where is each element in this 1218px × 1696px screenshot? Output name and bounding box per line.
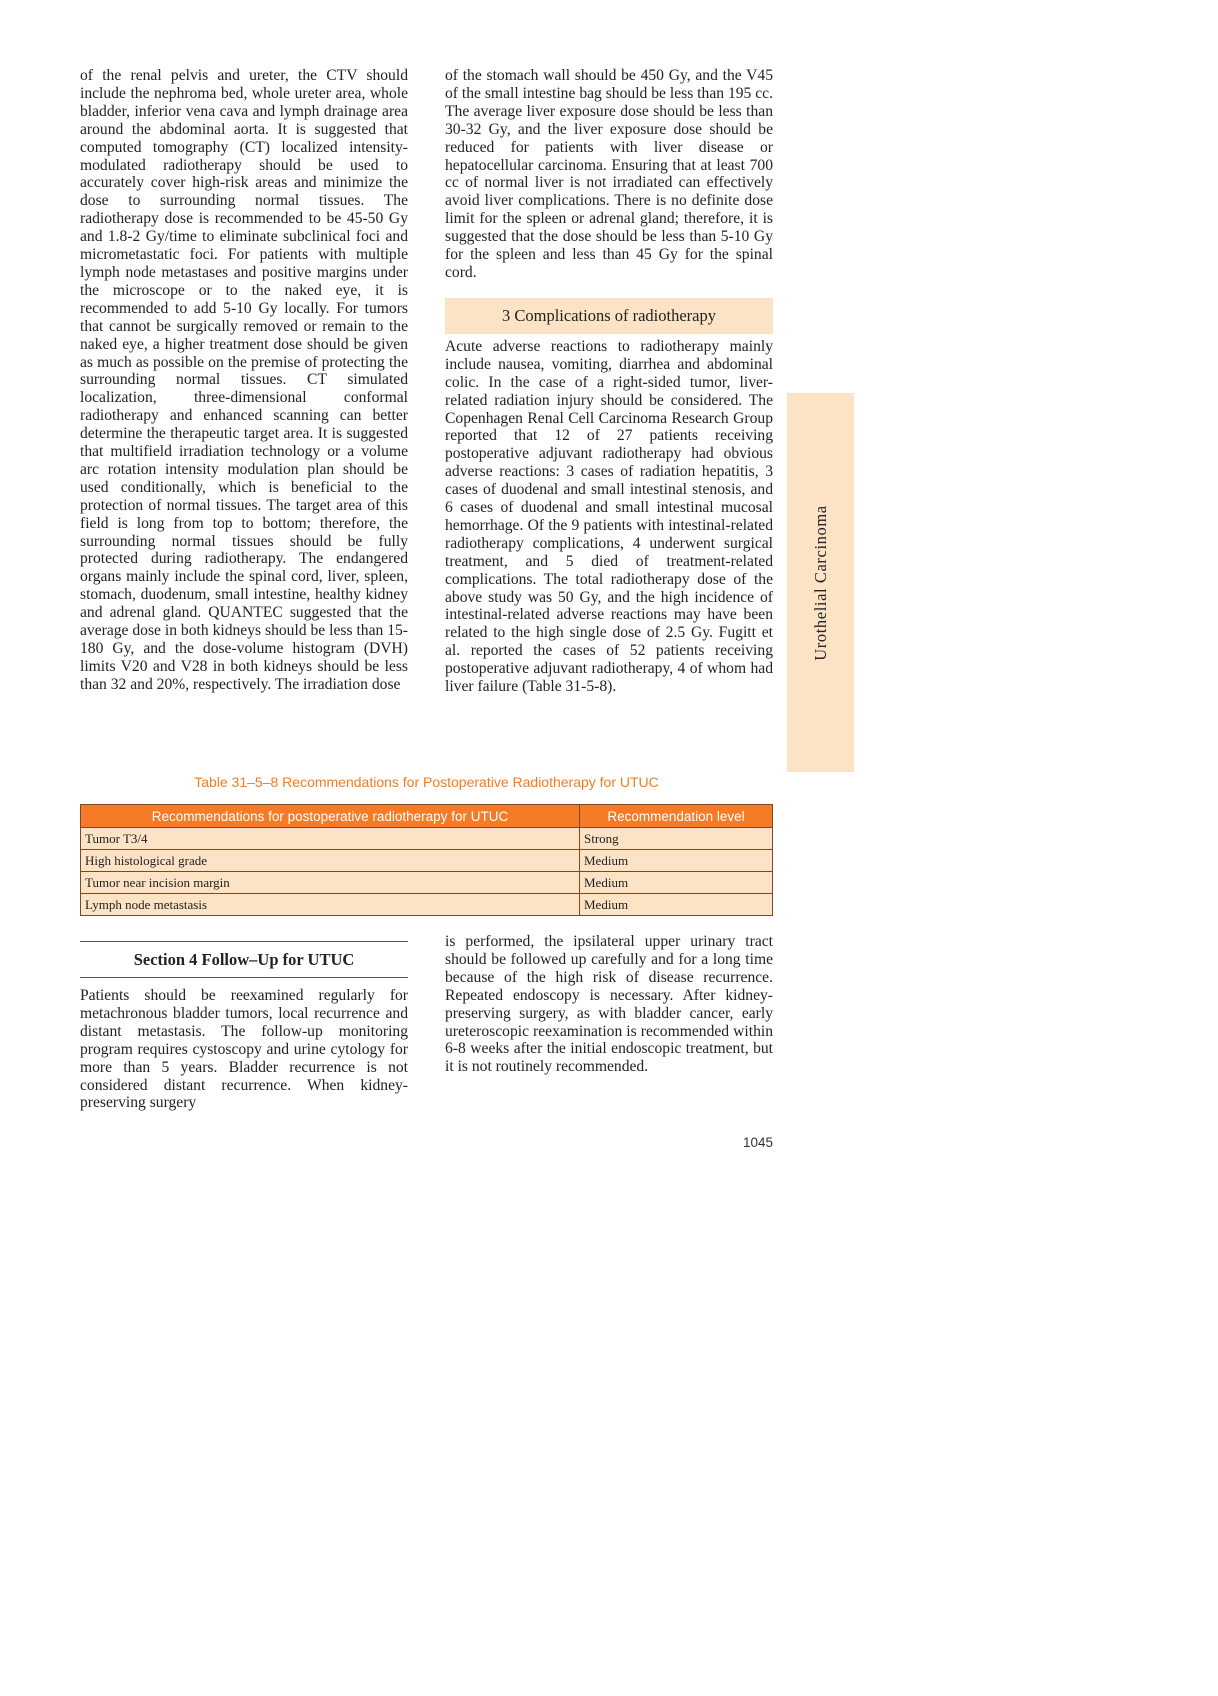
table-cell: Medium bbox=[580, 850, 773, 872]
body-paragraph: Patients should be reexamined regularly for metachronous bladder tumors, local recurrence and distant metastasis. The follow-up monitoring program requires cystoscopy and urine cytology for more than 5 years. Bladder recurrence is not considered distant recurrence. When kidney-preserving surgery bbox=[80, 987, 408, 1112]
section3-heading: 3 Complications of radiotherapy bbox=[445, 298, 773, 334]
table-row bbox=[81, 894, 773, 916]
body-paragraph: of the renal pelvis and ureter, the CTV should include the nephroma bed, whole ureter area, whole bladder, inferior vena cava and lymph drainage area around the abdominal aorta. It is suggested that computed tomography (CT) localized intensity-modulated radiotherapy should be used to accurately cover high-risk areas and minimize the dose to surrounding normal tissues. The radiotherapy dose is recommended to be 45-50 Gy and 1.8-2 Gy/time to eliminate subclinical foci and micrometastatic foci. For patients with multiple lymph node metastases and positive margins under the microscope or to the naked eye, it is recommended to add 5-10 Gy locally. For tumors that cannot be surgically removed or remain to the naked eye, a higher treatment dose should be given as much as possible on the premise of protecting the surrounding normal tissues. CT simulated localization, three-dimensional conformal radiotherapy and enhanced scanning can better determine the therapeutic target area. It is suggested that multifield irradiation technology or a volume arc rotation intensity modulation plan should be used conditionally, which is beneficial to the protection of normal tissues. The target area of this field is long from top to bottom; therefore, the surrounding normal tissues should be fully protected during radiotherapy. The endangered organs mainly include the spinal cord, liver, spleen, stomach, duodenum, small intestine, healthy kidney and adrenal gland. QUANTEC suggested that the average dose in both kidneys should be less than 15-180 Gy, and the dose-volume histogram (DVH) limits V20 and V28 in both kidneys should be less than 32 and 20%, respectively. The irradiation dose bbox=[80, 67, 408, 693]
body-paragraph: is performed, the ipsilateral upper urinary tract should be followed up carefully and for a long time because of the high risk of disease recurrence. Repeated endoscopy is necessary. After kidney-preserving surgery, as with bladder cancer, early ureteroscopic reexamination is recommended within 6-8 weeks after the initial endoscopic treatment, but it is not routinely recommended. bbox=[445, 933, 773, 1076]
chapter-side-tab bbox=[787, 393, 854, 772]
table-cell: Tumor near incision margin bbox=[81, 872, 580, 894]
table-header-cell: Recommendations for postoperative radiotherapy for UTUC bbox=[81, 805, 580, 828]
body-paragraph: of the stomach wall should be 450 Gy, and the V45 of the small intestine bag should be less than 195 cc. The average liver exposure dose should be less than 30-32 Gy, and the liver exposure dose should be reduced for patients with liver disease or hepatocellular carcinoma. Ensuring that at least 700 cc of normal liver is not irradiated can effectively avoid liver complications. There is no definite dose limit for the spleen or adrenal gland; therefore, it is suggested that the dose should be less than 5-10 Gy for the spleen and less than 45 Gy for the spinal cord. bbox=[445, 67, 773, 281]
table-header-cell: Recommendation level bbox=[580, 805, 773, 828]
table-row bbox=[81, 828, 773, 850]
section4-heading: Section 4 Follow–Up for UTUC bbox=[80, 941, 408, 978]
table-cell: High histological grade bbox=[81, 850, 580, 872]
table-cell: Lymph node metastasis bbox=[81, 894, 580, 916]
chapter-side-tab-label: Urothelial Carcinoma bbox=[810, 504, 830, 661]
left-column-bottom bbox=[80, 987, 408, 1112]
table-cell: Strong bbox=[580, 828, 773, 850]
table-header-row bbox=[81, 805, 773, 828]
table-row bbox=[81, 872, 773, 894]
body-paragraph: Acute adverse reactions to radiotherapy mainly include nausea, vomiting, diarrhea and abdominal colic. In the case of a right-sided tumor, liver-related radiation injury should be considered. The Copenhagen Renal Cell Carcinoma Research Group reported that 12 of 27 patients receiving postoperative adjuvant radiotherapy had obvious adverse reactions: 3 cases of radiation hepatitis, 3 cases of duodenal and small intestinal stenosis, and 6 cases of duodenal and small intestinal mucosal hemorrhage. Of the 9 patients with intestinal-related radiotherapy complications, 4 underwent surgical treatment, and 5 died of treatment-related complications. The total radiotherapy dose of the above study was 50 Gy, and the high incidence of intestinal-related adverse reactions may have been related to the high single dose of 2.5 Gy. Fugitt et al. reported the cases of 52 patients receiving postoperative adjuvant radiotherapy, 4 of whom had liver failure (Table 31-5-8). bbox=[445, 337, 773, 696]
left-column-top bbox=[80, 67, 408, 694]
table-cell: Tumor T3/4 bbox=[81, 828, 580, 850]
table-caption: Table 31–5–8 Recommendations for Postoperative Radiotherapy for UTUC bbox=[194, 774, 659, 790]
table-cell: Medium bbox=[580, 894, 773, 916]
table-cell: Medium bbox=[580, 872, 773, 894]
right-column-top bbox=[445, 67, 773, 696]
page-number: 1045 bbox=[742, 1135, 773, 1150]
recommendations-table bbox=[80, 804, 773, 916]
table-row bbox=[81, 850, 773, 872]
right-column-bottom bbox=[445, 933, 773, 1076]
